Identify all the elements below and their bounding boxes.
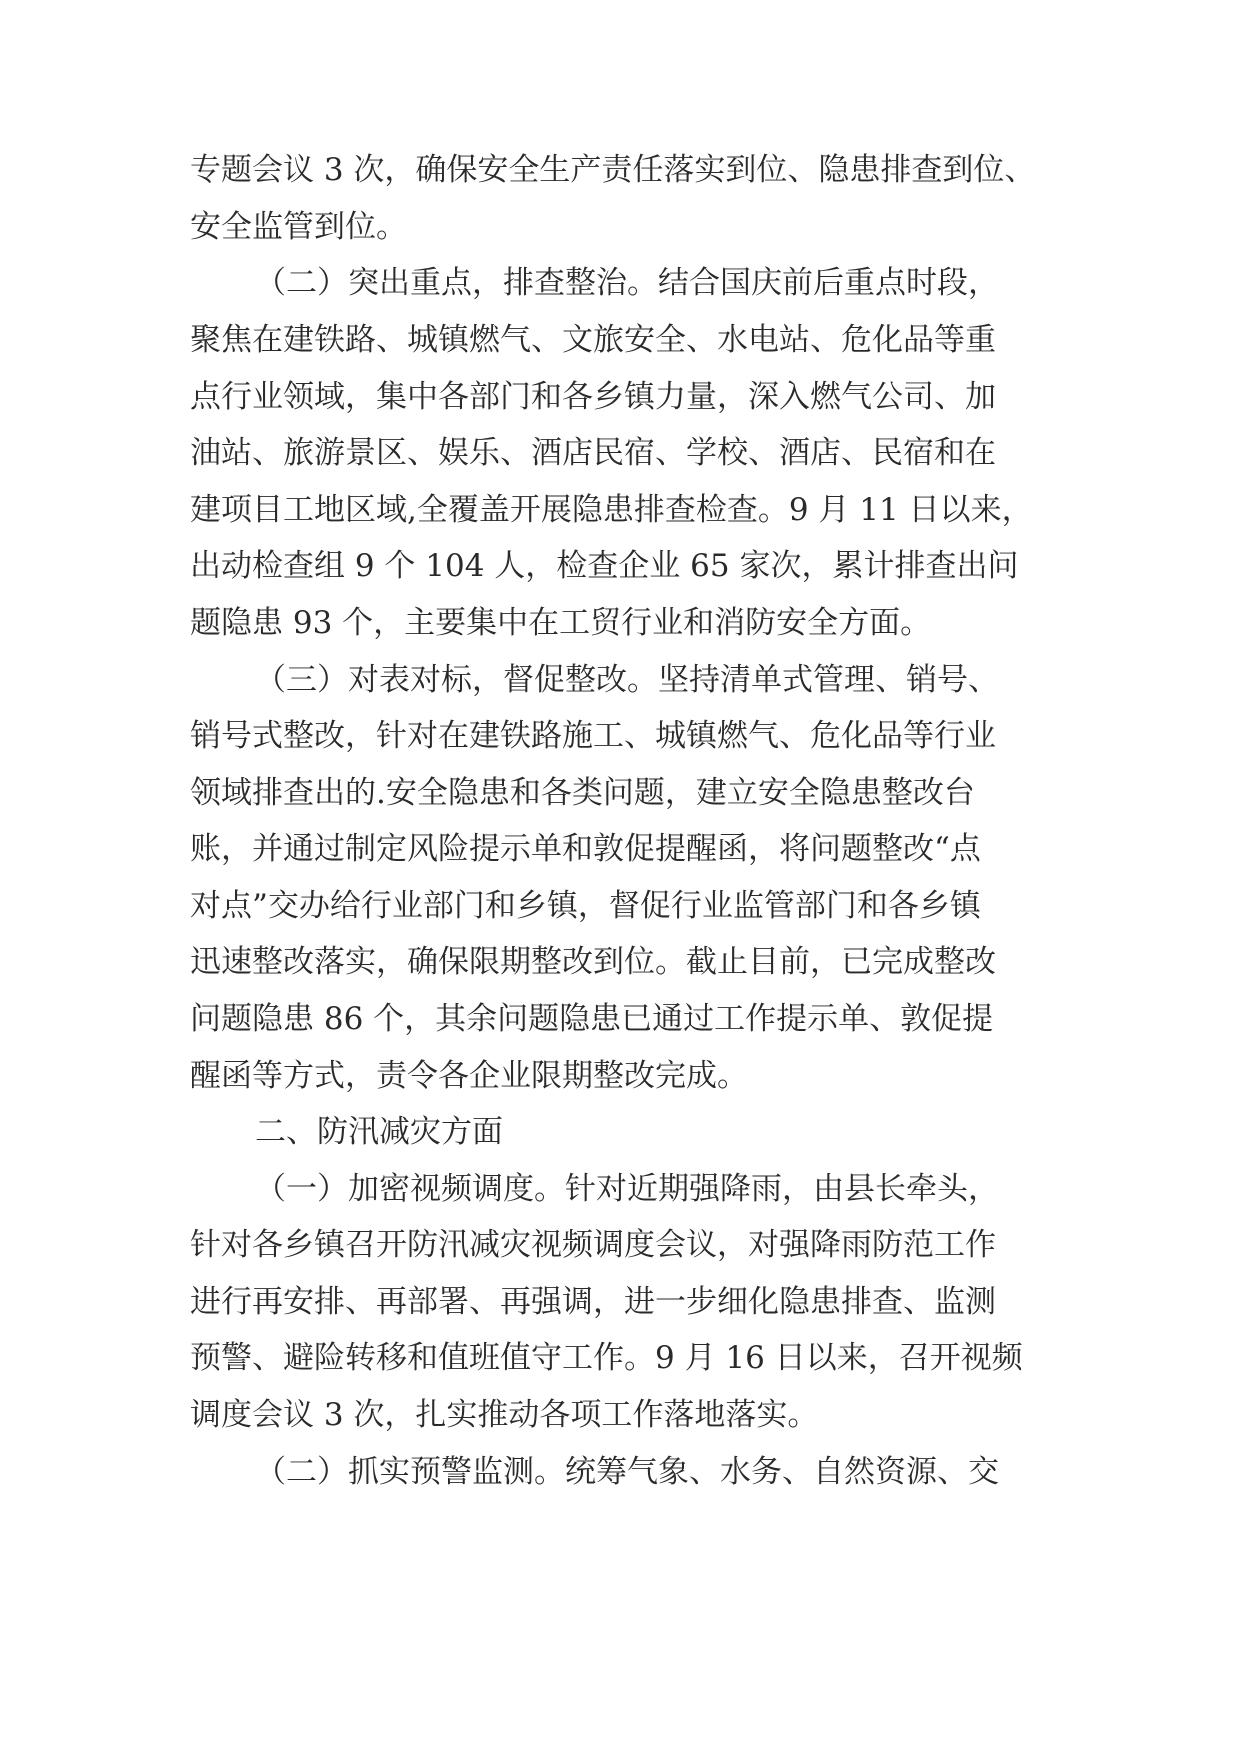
text-line: 建项目工地区域,全覆盖开展隐患排查检查。9 月 11 日以来， xyxy=(190,492,1033,528)
text-line: 针对各乡镇召开防汛减灾视频调度会议，对强降雨防范工作 xyxy=(190,1227,996,1263)
text-line: 问题隐患 86 个，其余问题隐患已通过工作提示单、敦促提 xyxy=(190,1001,994,1037)
text-line: 出动检查组 9 个 104 人，检查企业 65 家次，累计排查出问 xyxy=(190,548,1019,584)
section-heading: （三）对表对标，督促整改。坚持清单式管理、销号、 xyxy=(255,662,999,698)
text-line: 油站、旅游景区、娱乐、酒店民宿、学校、酒店、民宿和在 xyxy=(190,435,996,471)
text-line: 聚焦在建铁路、城镇燃气、文旅安全、水电站、危化品等重 xyxy=(190,322,996,358)
text-line: 调度会议 3 次，扎实推动各项工作落地落实。 xyxy=(190,1397,819,1433)
text-line: 题隐患 93 个，主要集中在工贸行业和消防安全方面。 xyxy=(190,605,932,641)
text-line: 销号式整改，针对在建铁路施工、城镇燃气、危化品等行业 xyxy=(190,718,996,754)
text-line: 领域排查出的.安全隐患和各类问题，建立安全隐患整改台 xyxy=(190,775,975,811)
text-line: 预警、避险转移和值班值守工作。9 月 16 日以来，召开视频 xyxy=(190,1340,1023,1376)
text-line: 进行再安排、再部署、再强调，进一步细化隐患排查、监测 xyxy=(190,1284,996,1320)
text-line: 醒函等方式，责令各企业限期整改完成。 xyxy=(190,1058,748,1094)
section-heading: （二）抓实预警监测。统筹气象、水务、自然资源、交 xyxy=(255,1454,999,1490)
text-line: 迅速整改落实，确保限期整改到位。截止目前，已完成整改 xyxy=(190,944,996,980)
text-line: 安全监管到位。 xyxy=(190,209,407,245)
section-heading: （一）加密视频调度。针对近期强降雨，由县长牵头， xyxy=(255,1171,999,1207)
text-line: 账，并通过制定风险提示单和敦促提醒函，将问题整改“点 xyxy=(190,831,981,867)
text-line: 专题会议 3 次，确保安全生产责任落实到位、隐患排查到位、 xyxy=(190,152,1036,188)
chapter-heading: 二、防汛减灾方面 xyxy=(255,1114,503,1150)
section-heading: （二）突出重点，排查整治。结合国庆前后重点时段， xyxy=(255,265,999,301)
text-line: 对点”交办给行业部门和乡镇，督促行业监管部门和各乡镇 xyxy=(190,888,981,924)
text-line: 点行业领域，集中各部门和各乡镇力量，深入燃气公司、加 xyxy=(190,379,996,415)
